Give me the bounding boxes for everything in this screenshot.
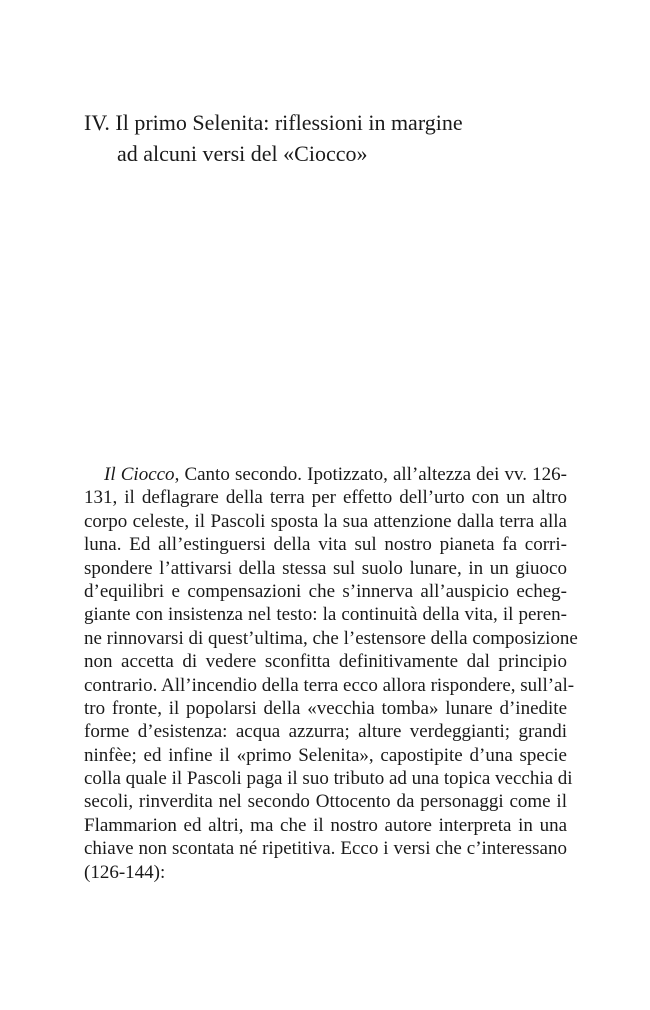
paragraph-line: luna. Ed all’estinguersi della vita sul nostro pianeta fa corri- xyxy=(84,534,567,556)
paragraph-line: chiave non scontata né ripetitiva. Ecco i versi che c’interessano xyxy=(84,838,567,860)
paragraph-line: ninfèe; ed infine il «primo Selenita», capostipite d’una specie xyxy=(84,744,567,766)
body-paragraph xyxy=(84,463,578,884)
paragraph-line: spondere l’attivarsi della stessa sul suolo lunare, in un giuoco xyxy=(84,557,567,579)
paragraph-line: 131, il deflagrare della terra per effetto dell’urto con un altro xyxy=(84,487,567,509)
paragraph-line: contrario. All’incendio della terra ecco allora rispondere, sull’al- xyxy=(84,674,575,696)
paragraph-line: forme d’esistenza: acqua azzurra; alture verdeggianti; grandi xyxy=(84,721,567,743)
paragraph-line: d’equilibri e compensazioni che s’innerva all’auspicio echeg- xyxy=(84,580,567,602)
paragraph-line: colla quale il Pascoli paga il suo tributo ad una topica vecchia di xyxy=(84,768,573,790)
paragraph-line: secoli, rinverdita nel secondo Ottocento da personaggi come il xyxy=(84,791,567,813)
paragraph-line: giante con insistenza nel testo: la continuità della vita, il peren- xyxy=(84,604,567,626)
paragraph-lead-text: , Canto secondo. Ipotizzato, all’altezza dei vv. 126- xyxy=(174,464,567,485)
paragraph-line xyxy=(84,463,567,486)
paragraph-line: tro fronte, il popolarsi della «vecchia tomba» lunare d’inedite xyxy=(84,697,567,719)
paragraph-line: ne rinnovarsi di quest’ultima, che l’estensore della composizione xyxy=(84,627,578,649)
chapter-title xyxy=(84,107,584,169)
work-title-italic: Il Ciocco xyxy=(104,464,175,485)
chapter-title-line-1: IV. Il primo Selenita: riflessioni in margine xyxy=(84,110,463,135)
chapter-title-line-2: ad alcuni versi del «Ciocco» xyxy=(117,141,368,166)
paragraph-line: (126-144): xyxy=(84,861,166,883)
paragraph-line: Flammarion ed altri, ma che il nostro autore interpreta in una xyxy=(84,814,567,836)
paragraph-line: non accetta di vedere sconfitta definitivamente dal principio xyxy=(84,651,567,673)
paragraph-line: corpo celeste, il Pascoli sposta la sua attenzione dalla terra alla xyxy=(84,510,567,532)
